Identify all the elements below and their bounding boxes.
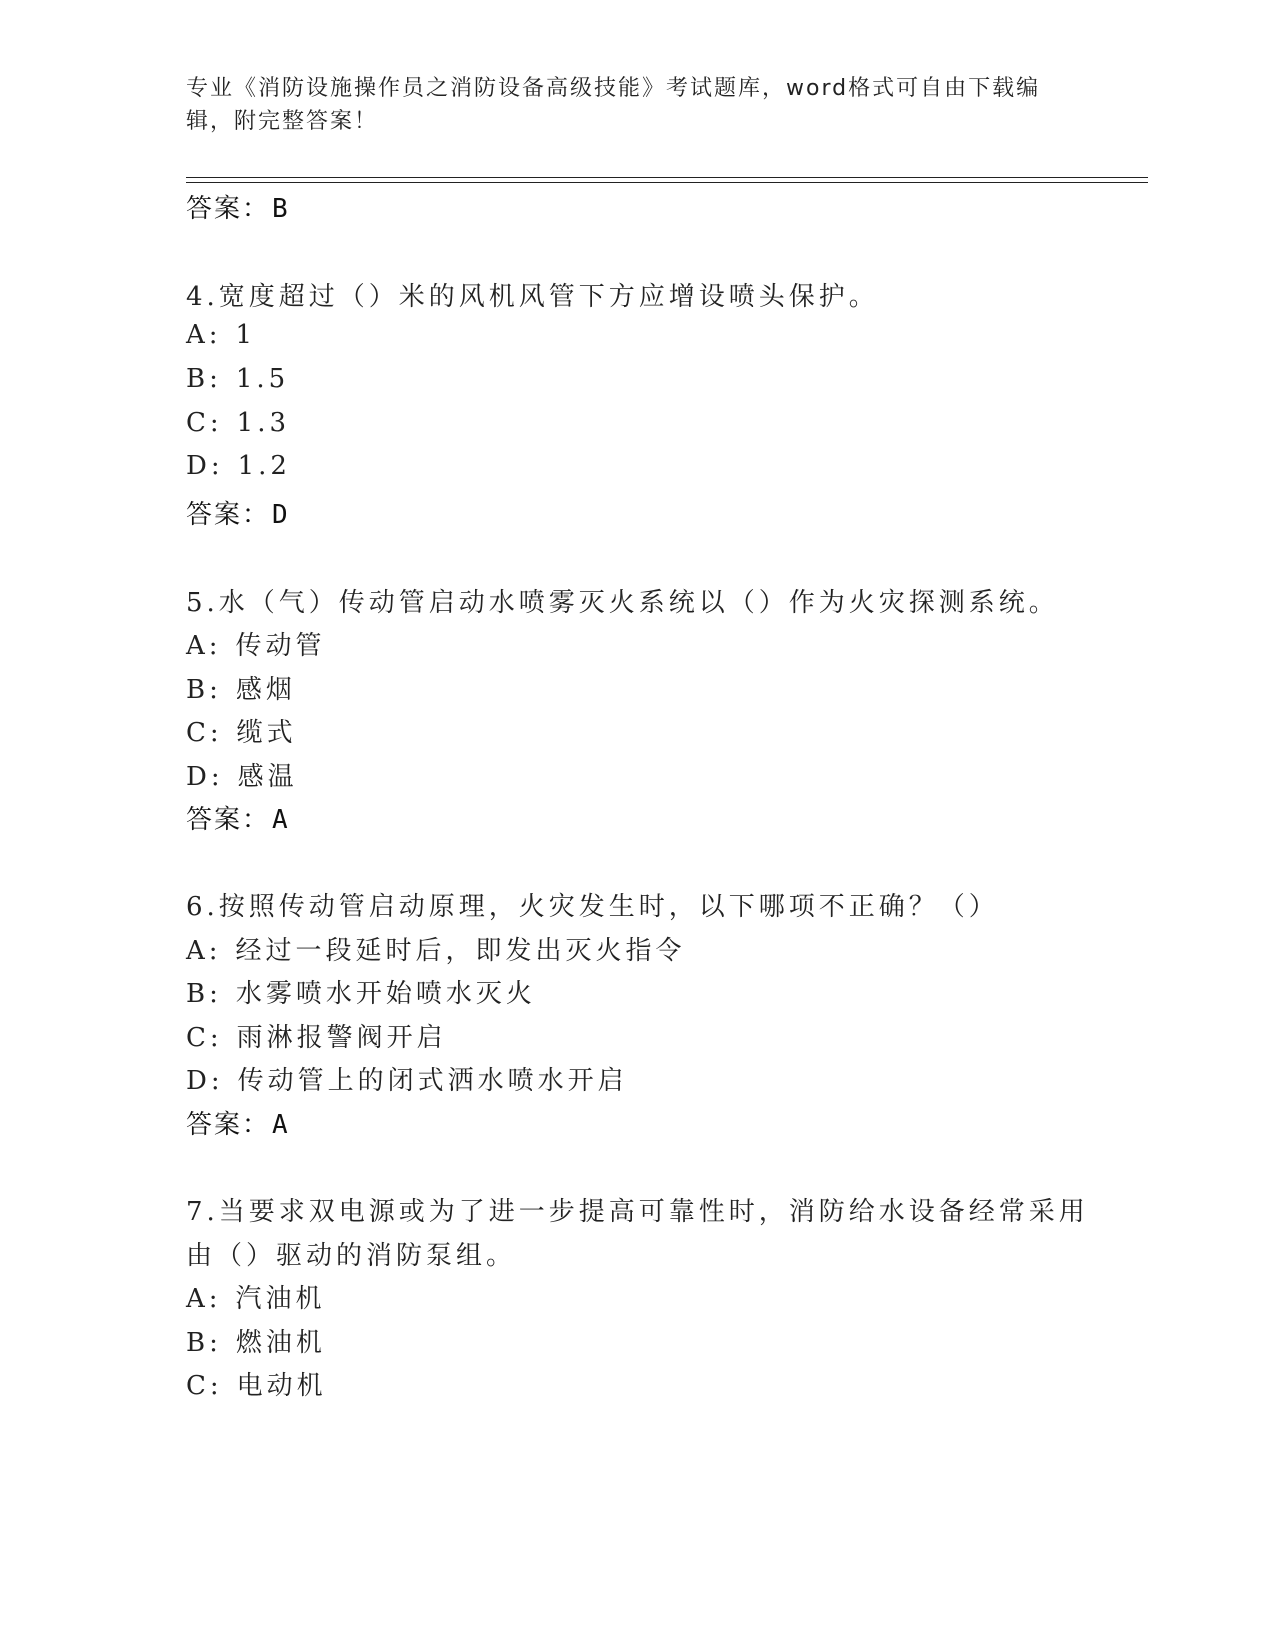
question-5-option-d: D: 感温 [186,762,298,792]
answer-value: D [272,500,290,530]
question-7-stem-line-1: 7.当要求双电源或为了进一步提高可靠性时，消防给水设备经常采用 [186,1197,1089,1227]
question-6-option-b: B: 水雾喷水开始喷水灭火 [186,979,536,1009]
question-6-stem: 6.按照传动管启动原理，火灾发生时，以下哪项不正确？（） [186,892,999,922]
answer-label: 答案： [186,194,271,224]
header-line-1: 专业《消防设施操作员之消防设备高级技能》考试题库，word格式可自由下载编 [186,76,1041,101]
answer-value: A [272,1110,290,1140]
header-divider-top [186,177,1148,178]
answer-label: 答案： [186,805,271,835]
answer-q6 [186,1104,290,1141]
question-5-option-c: C: 缆式 [186,718,297,748]
header-line-2: 辑，附完整答案！ [186,109,379,134]
question-7-stem-line-2: 由（）驱动的消防泵组。 [186,1241,517,1271]
answer-value: A [272,805,290,835]
answer-q3 [186,188,290,225]
question-6-option-c: C: 雨淋报警阀开启 [186,1023,447,1053]
question-7-option-b: B: 燃油机 [186,1328,326,1358]
answer-label: 答案： [186,500,271,530]
answer-label: 答案： [186,1110,271,1140]
question-4-option-b: B: 1.5 [186,364,290,394]
question-4-option-c: C: 1.3 [186,408,291,438]
question-4-option-a: A: 1 [186,320,257,350]
question-6-option-a: A: 经过一段延时后，即发出灭火指令 [186,936,686,966]
answer-value: B [272,194,290,224]
question-4-stem: 4.宽度超过（）米的风机风管下方应增设喷头保护。 [186,282,879,312]
question-5-option-a: A: 传动管 [186,631,326,661]
question-4-option-d: D: 1.2 [186,451,291,481]
question-7-option-c: C: 电动机 [186,1371,327,1401]
question-7-option-a: A: 汽油机 [186,1284,326,1314]
question-5-stem: 5.水（气）传动管启动水喷雾灭火系统以（）作为火灾探测系统。 [186,588,1059,618]
document-header [186,72,1066,138]
header-divider-bottom [186,182,1148,183]
answer-q4 [186,494,290,531]
question-5-option-b: B: 感烟 [186,675,296,705]
answer-q5 [186,799,290,836]
question-6-option-d: D: 传动管上的闭式洒水喷水开启 [186,1066,628,1096]
